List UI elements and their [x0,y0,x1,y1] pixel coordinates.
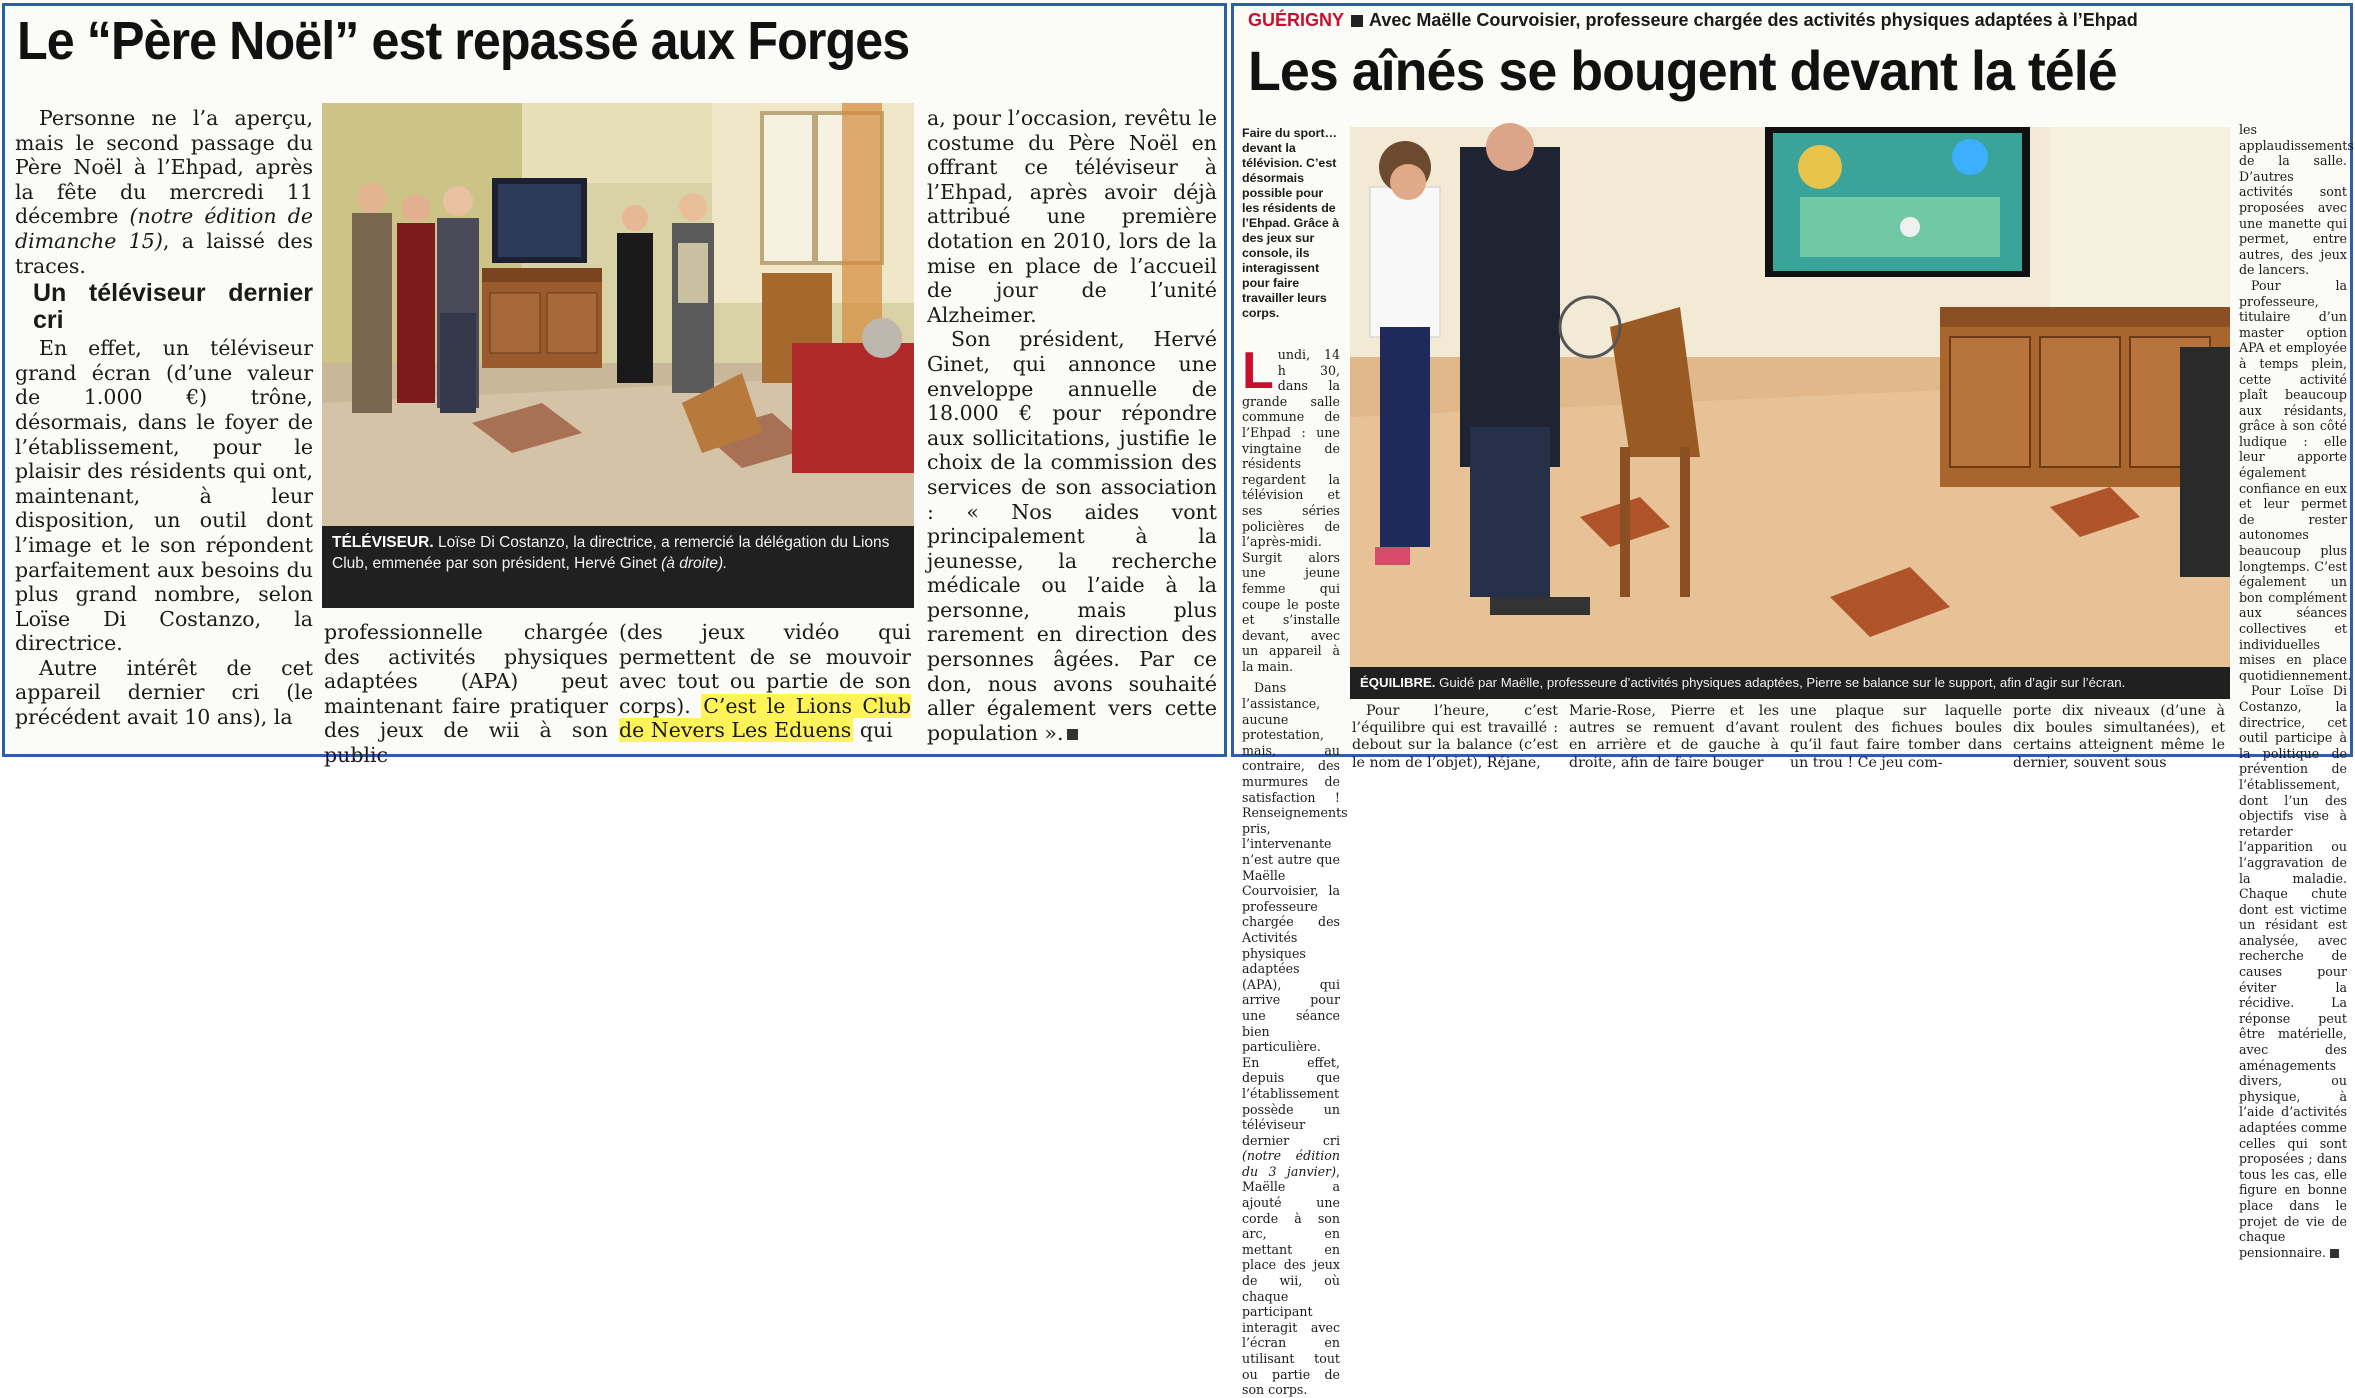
body-text: les applaudissements de la salle. D’autres activités sont proposées avec une manette qui permet, entre autres, des jeux de lancers. [2239,122,2354,278]
body-text: , a laissé des traces. [15,228,313,278]
body-text: Dans l’assistance, aucune protestation, mais, au contraire, des murmures de satisfaction ! Renseignements pris, l’intervenante n’est autre que Maëlle Courvoisier, la professeure chargée des Activités physiques adaptées (APA), qui arrive pour une séance bien particulière. En effet, depuis que l’établissement possède un téléviseur dernier cri [1242,680,1348,1148]
body-text: professionnelle chargée des activités physiques adaptées (APA) peut maintenant faire pratiquer des jeux de wii à son public [324,620,608,767]
column-right [2239,122,2354,1260]
kicker-square-icon [1351,15,1363,27]
body-text: Pour l’heure, c’est l’équilibre qui est travaillé : debout sur la balance (c’est le nom de l’objet), Réjane, [1352,703,1558,771]
headline: Le “Père Noël” est repassé aux Forges [17,11,910,71]
drop-cap: L [1242,342,1274,400]
body-text: (des jeux vidéo qui permettent de se mouvoir avec tout ou partie de son corps). [619,620,911,718]
body-text: qui [853,718,893,743]
lead-text: Faire du sport… devant la télévision. C’est désormais possible pour les résidents de l’Ehpad. Grâce à des jeux sur console, ils interagissent pour faire travailler leurs corps. [1242,126,1340,320]
caption-text: Guidé par Maëlle, professeure d’activités physiques adaptées, Pierre se balance sur le support, afin d’agir sur l’écran. [1435,675,2126,690]
column-bottom-1 [1352,703,1558,772]
caption-label: TÉLÉVISEUR. [332,534,434,551]
column-bottom-3 [1790,703,2002,772]
subheading: Un téléviseur dernier cri [33,279,313,335]
kicker-location: GUÉRIGNY [1248,10,1344,30]
caption-aside: (à droite). [661,555,728,572]
body-text: En effet, un téléviseur grand écran (d’une valeur de 1.000 €) trône, désormais, dans le foyer de l’établissement, pour le plaisir des résidents qui ont, maintenant, à leur disposition, un outil dont l’image et le son répondent parfaitement aux besoins du plus grand nombre, selon Loïse Di Costanzo, la directrice. [15,336,313,656]
body-text: Son président, Hervé Ginet, qui annonce une enveloppe annuelle de 18.000 € pour répondre aux sollicitations, justifie le choix de la commission des services de son association : « Nos aides vont principalement à la jeunesse, la recherche médicale ou l’aide à la personne, mais plus rarement en direction des personnes âgées. Par ce don, nous avons souhaité aller également vers cette population ». [927,327,1217,745]
article-clipping-pere-noel [2,3,1227,767]
body-text: Autre intérêt de cet appareil dernier cri (le précédent avait 10 ans), la [15,655,313,730]
photo-caption [322,526,914,608]
photo-illustration [1350,127,2230,667]
caption-label: ÉQUILIBRE. [1360,675,1436,690]
body-text: Marie-Rose, Pierre et les autres se remuent d’avant en arrière et de gauche à droite, afin de faire bouger [1569,703,1779,771]
body-text: Pour Loïse Di Costanzo, la directrice, cet outil participe à la politique de prévention de l’établissement, dont l’un des objectifs vise à retarder l’apparition ou l’aggravation de la maladie. Chaque chute dont est victime un résidant est analysée, avec recherche de causes pour éviter la récidive. La réponse peut être matérielle, avec des aménagements divers, ou physique, à l’aide d’activités adaptées comme celles qui sont proposées ; dans tous les cas, elle figure en bonne place dans le projet de vie de chaque pensionnaire. [2239,683,2347,1260]
body-text: Pour la professeure, titulaire d’un master option APA et employée à temps plein, cette activité plaît beaucoup aux résidants, grâce à son côté ludique : elle leur apporte également confiance en eux et leur permet de rester autonomes beaucoup plus longtemps. C’est également un bon complément aux séances collectives et individuelles mises en place quotidiennement. [2239,277,2352,683]
headline: Les aînés se bougent devant la télé [1248,39,2117,102]
body-text: Personne ne l’a aperçu, mais le second passage du Père Noël à l’Ehpad, après la fête du mercredi 11 décembre [15,106,313,229]
column-1 [15,106,313,730]
edition-reference: (notre édition du 3 janvier) [1242,1148,1340,1179]
end-of-article-square-icon [1067,729,1078,740]
column-bottom-4 [2013,703,2225,772]
photo-illustration [322,103,914,526]
photo-balance-exercise [1350,127,2230,667]
kicker [1248,10,2138,31]
column-4 [927,106,1217,745]
end-of-article-square-icon [2330,1249,2339,1258]
column-2 [324,620,608,768]
body-text: porte dix niveaux (d’une à dix boules simultanées), et certains atteignent même le dernier, souvent sous [2013,703,2225,771]
body-text: undi, 14 h 30, dans la grande salle commune de l’Ehpad : une vingtaine de résidents regardent la télévision et ses séries policières de l’après-midi. Surgit alors une jeune femme qui coupe le poste et s’installe devant, avec un appareil à la main. [1242,347,1340,674]
highlighted-text: C’est le Lions Club de Nevers Les Eduens [619,693,911,743]
body-text: a, pour l’occasion, revêtu le costume du Père Noël en offrant ce téléviseur à l’Ehpad, après avoir déjà attribué une première dotation en 2010, lors de la mise en place de l’accueil de jour de l’unité Alzheimer. [927,106,1217,327]
caption-text: Loïse Di Costanzo, la directrice, a remercié la délégation du Lions Club, emmenée par son président, Hervé Ginet [332,534,890,572]
edition-reference: (notre édition de dimanche 15) [15,204,313,253]
lead-column [1242,126,1348,1398]
kicker-text: Avec Maëlle Courvoisier, professeure chargée des activités physiques adaptées à l’Ehpad [1364,10,2138,30]
body-text: une plaque sur laquelle roulent des fichues boules qu’il faut faire tomber dans un trou ! Ce jeu com- [1790,703,2002,771]
photo-lions-club-delegation [322,103,914,526]
column-3 [619,620,911,743]
photo-caption [1350,667,2230,699]
article-clipping-aines-tele [1231,3,2354,1398]
column-bottom-2 [1569,703,1779,772]
body-text: , Maëlle a ajouté une corde à son arc, en mettant en place des jeux de wii, où chaque participant interagit avec l’écran en utilisant tout ou partie de son corps. [1242,1163,1340,1398]
